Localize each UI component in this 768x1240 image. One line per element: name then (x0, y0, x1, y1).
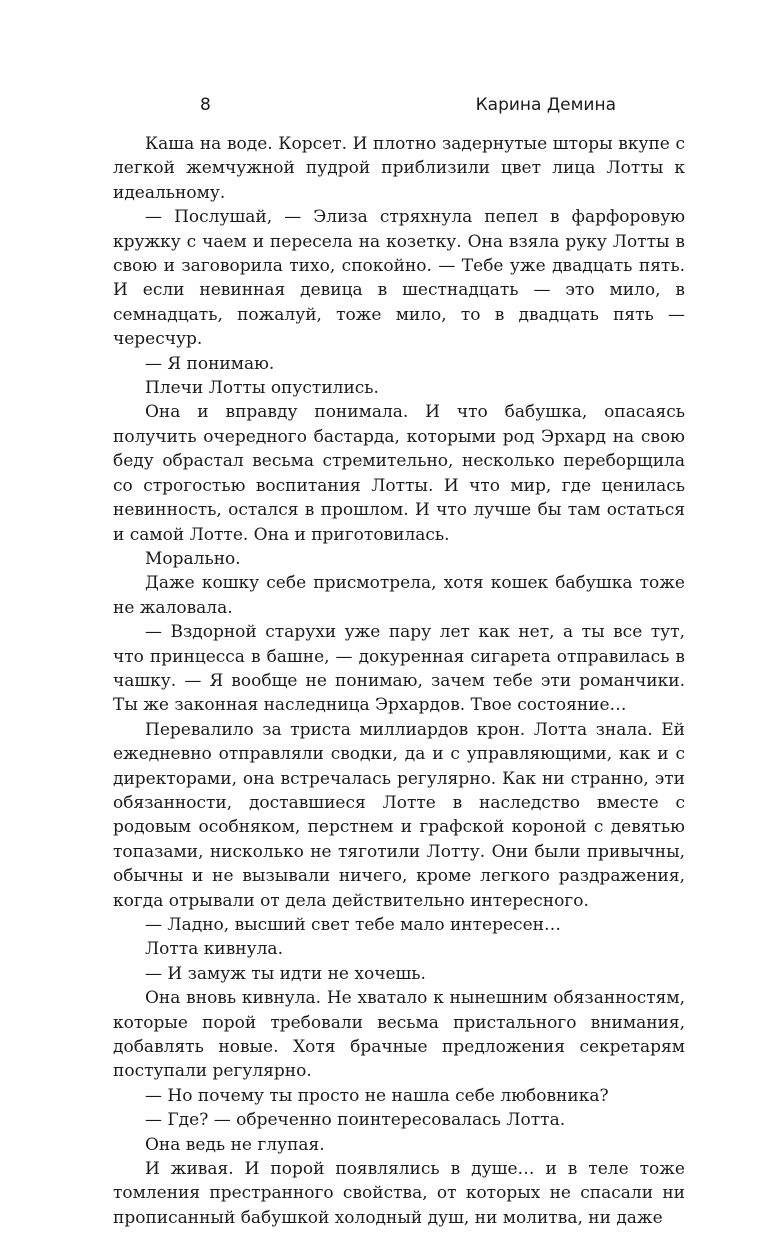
paragraph: Она и вправду понимала. И что бабушка, опасаясь получить очередного бастарда, которыми род Эрхард на свою беду обрастал весьма стремительно, несколько переборщила со строгостью воспитания Лотты. И что мир, где ценилась невинность, остался в прошлом. И что лучше бы там остаться и самой Лотте. Она и приготовилась. (113, 402, 685, 545)
author-name: Карина Демина (475, 95, 616, 115)
paragraph: Даже кошку себе присмотрела, хотя кошек бабушка тоже не жаловала. (113, 573, 685, 618)
page-number: 8 (200, 95, 211, 115)
paragraph: — Вздорной старухи уже пару лет как нет, а ты все тут, что принцесса в башне, — докуренная сигарета отправилась в чашку. — Я вообще не понимаю, зачем тебе эти романчики. Ты же законная наследница Эрхардов. Твое состояние… (113, 622, 685, 716)
paragraph: Перевалило за триста миллиардов крон. Лотта знала. Ей ежедневно отправляли сводки, да и с управляющими, как и с директорами, она встречалась регулярно. Как ни странно, эти обязанности, доставшиеся Лотте в наследство вместе с родовым особняком, перстнем и графской короной с девятью топазами, нисколько не тяготили Лотту. Они были привычны, обычны и не вызывали ничего, кроме легкого раздражения, когда отрывали от дела действительно интересного. (113, 719, 685, 911)
paragraph: — Я понимаю. (145, 353, 275, 374)
paragraph: — Но почему ты просто не нашла себе любовника? (145, 1085, 609, 1106)
paragraph: — Где? — обреченно поинтересовалась Лотта. (145, 1110, 566, 1131)
body-text (113, 132, 685, 1230)
paragraph: Она ведь не глупая. (145, 1134, 325, 1155)
paragraph: — Ладно, высший свет тебе мало интересен… (145, 915, 561, 935)
paragraph: Каша на воде. Корсет. И плотно задернутые шторы вкупе с легкой жемчужной пудрой приблизили цвет лица Лотты к идеальному. (113, 134, 685, 203)
paragraph: Морально. (145, 548, 241, 569)
paragraph: — Послушай, — Элиза стряхнула пепел в фарфоровую кружку с чаем и пересела на козетку. Она взяла руку Лотты в свою и заговорила тихо, спокойно. — Тебе уже двадцать пять. И если невинная девица в шестнадцать — это мило, в семнадцать, пожалуй, тоже мило, то в двадцать пять — чересчур. (113, 207, 685, 350)
paragraph: Лотта кивнула. (145, 939, 283, 960)
paragraph: — И замуж ты идти не хочешь. (145, 963, 426, 984)
paragraph: Она вновь кивнула. Не хватало к нынешним обязанностям, которые порой требовали весьма пристального внимания, добавлять новые. Хотя брачные предложения секретарям поступали регулярно. (113, 988, 685, 1082)
paragraph: Плечи Лотты опустились. (145, 378, 379, 399)
running-head (200, 92, 616, 118)
paragraph: И живая. И порой появлялись в душе… и в теле тоже томления престранного свойства, от которых не спасали ни прописанный бабушкой холодный душ, ни молитва, ни даже (113, 1159, 685, 1228)
